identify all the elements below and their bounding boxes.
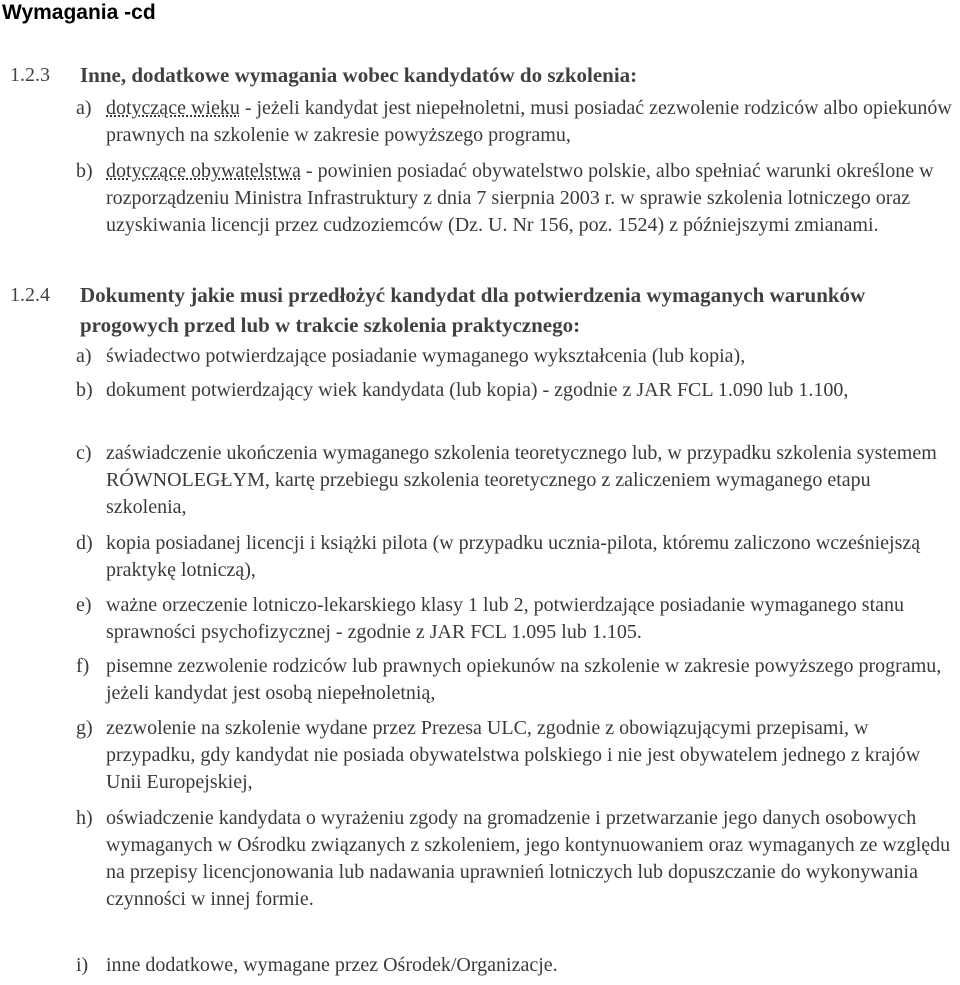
list-item xyxy=(76,715,956,796)
item-label: e) xyxy=(76,594,92,616)
section-number: 1.2.4 xyxy=(10,284,50,306)
section-number: 1.2.3 xyxy=(10,64,50,86)
item-label: a) xyxy=(76,345,92,367)
item-label: h) xyxy=(76,807,93,829)
item-label: b) xyxy=(76,160,93,182)
section-title: Dokumenty jakie musi przedłożyć kandydat dla potwierdzenia wymaganych warunków progowych przed lub w trakcie szkolenia praktycznego: xyxy=(80,283,866,337)
page-title: Wymagania -cd xyxy=(2,1,156,24)
section-title: Inne, dodatkowe wymagania wobec kandydatów do szkolenia: xyxy=(80,63,638,87)
item-text: świadectwo potwierdzające posiadanie wymaganego wykształcenia (lub kopia), xyxy=(106,345,746,367)
list-item xyxy=(76,440,956,521)
item-label: g) xyxy=(76,717,93,739)
item-text xyxy=(106,95,956,149)
item-text: pisemne zezwolenie rodziców lub prawnych opiekunów na szkolenie w zakresie powyższego programu, jeżeli kandydat jest osobą niepełnoletnią, xyxy=(106,655,942,704)
list-item xyxy=(76,952,956,979)
list-item xyxy=(76,530,956,584)
item-label: a) xyxy=(76,97,92,119)
item-body: - powinien posiadać obywatelstwo polskie, albo spełniać warunki określone w rozporządzeniu Ministra Infrastruktury z dnia 7 sierpnia 2003 r. w sprawie szkolenia lotniczego oraz uzyskiwania licencji przez cudzoziemców (Dz. U. Nr 156, poz. 1524) z późniejszymi zmianami. xyxy=(106,160,934,236)
item-label: c) xyxy=(76,442,92,464)
item-label: d) xyxy=(76,532,93,554)
list-item xyxy=(76,377,956,404)
item-label: i) xyxy=(76,954,89,976)
item-text: ważne orzeczenie lotniczo-lekarskiego klasy 1 lub 2, potwierdzające posiadanie wymaganego stanu sprawności psychofizycznej - zgodnie z JAR FCL 1.095 lub 1.105. xyxy=(106,594,905,643)
item-label: f) xyxy=(76,655,90,677)
item-text: zaświadczenie ukończenia wymaganego szkolenia teoretycznego lub, w przypadku szkolenia systemem RÓWNOLEGŁYM, kartę przebiegu szkolenia teoretycznego z zaliczeniem wymaganego etapu szkolenia, xyxy=(106,442,937,518)
list-item xyxy=(76,343,956,370)
list-item xyxy=(76,805,956,913)
item-text: inne dodatkowe, wymagane przez Ośrodek/Organizacje. xyxy=(106,954,558,976)
item-text: dokument potwierdzający wiek kandydata (lub kopia) - zgodnie z JAR FCL 1.090 lub 1.100, xyxy=(106,379,849,401)
item-text: oświadczenie kandydata o wyrażeniu zgody na gromadzenie i przetwarzanie jego danych osobowych wymaganych w Ośrodku związanych z szkoleniem, jego kontynuowaniem oraz wymaganych ze względu na przepisy licencjonowania lub nadawania uprawnień lotniczych lub dopuszczanie do wykonywania czynności w innej formie. xyxy=(106,807,951,910)
item-text: zezwolenie na szkolenie wydane przez Prezesa ULC, zgodnie z obowiązującymi przepisami, w przypadku, gdy kandydat nie posiada obywatelstwa polskiego i nie jest obywatelem jednego z krajów Unii Europejskiej, xyxy=(106,717,921,793)
item-label: b) xyxy=(76,379,93,401)
item-text xyxy=(106,158,956,239)
item-underlined-term: dotyczące obywatelstwa xyxy=(106,160,301,182)
list-item xyxy=(76,653,956,707)
list-item xyxy=(76,95,956,149)
item-underlined-term: dotyczące wieku xyxy=(106,97,240,119)
list-item xyxy=(76,158,956,239)
item-body: - jeżeli kandydat jest niepełnoletni, musi posiadać zezwolenie rodziców albo opiekunów prawnych na szkolenie w zakresie powyższego programu, xyxy=(106,97,952,146)
list-item xyxy=(76,592,956,646)
item-text: kopia posiadanej licencji i książki pilota (w przypadku ucznia-pilota, któremu zaliczono wcześniejszą praktykę lotniczą), xyxy=(106,532,921,581)
